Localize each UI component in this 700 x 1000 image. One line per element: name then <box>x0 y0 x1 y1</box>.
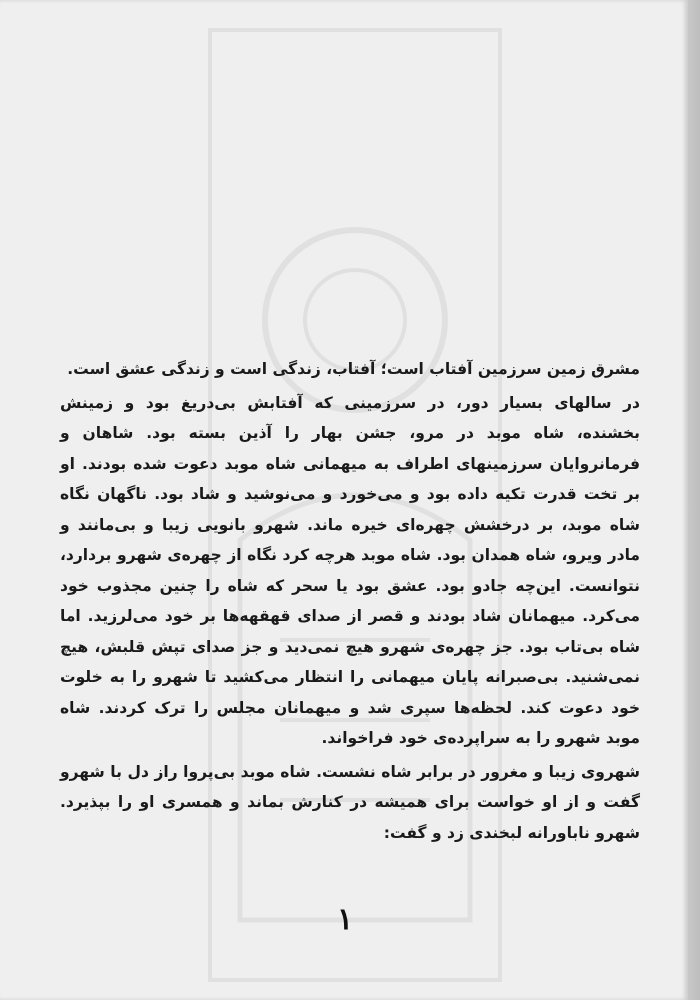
paragraph-main: در سالهای بسیار دور، در سرزمینی که آفتابش بی‌دریغ بود و زمینش بخشنده، شاه موبد در مرو، جشن بهار را آذین بسته بود. شاهان و فرمانروایان سرزمینهای اطراف به میهمانی شاه موبد دعوت شده بودند. او بر تخت قدرت تکیه داده بود و می‌خورد و می‌نوشید و شاد بود. ناگهان نگاه شاه موبد، بر درخشش چهره‌ای خیره ماند. شهرو بانویی زیبا و بی‌مانند و مادر ویرو، شاه همدان بود. شاه موبد هرچه کرد نگاه از چهره‌ی شهرو بردارد، نتوانست. این‌چه جادو بود. عشق بود یا سحر که شاه را چنین مجذوب خود می‌کرد. میهمانان شاد بودند و قصر از صدای قهقهه‌ها بر خود می‌لرزید. اما شاه بی‌تاب بود. جز چهره‌ی شهرو هیچ نمی‌دید و جز صدای تپش قلبش، هیچ نمی‌شنید. بی‌صبرانه پایان میهمانی را انتظار می‌کشید تا شهرو را به خلوت خود دعوت کند. لحظه‌ها سپری شد و میهمانان مجلس را ترک کردند. شاه موبد شهرو را به سراپرده‌ی خود فراخواند. <box>60 393 640 747</box>
paragraph-closing: شهروی زیبا و مغرور در برابر شاه نشست. شاه موبد بی‌پروا راز دل با شهرو گفت و از او خواست برای همیشه در کنارش بماند و همسری او را بپذیرد. شهرو ناباورانه لبخندی زد و گفت: <box>60 762 640 842</box>
body-text <box>60 354 640 851</box>
page-number: ١ <box>336 902 354 937</box>
page-edge-shadow <box>688 0 700 1000</box>
paragraph-intro: مشرق زمین سرزمین آفتاب است؛ آفتاب، زندگی است و زندگی عشق است. <box>67 360 640 378</box>
